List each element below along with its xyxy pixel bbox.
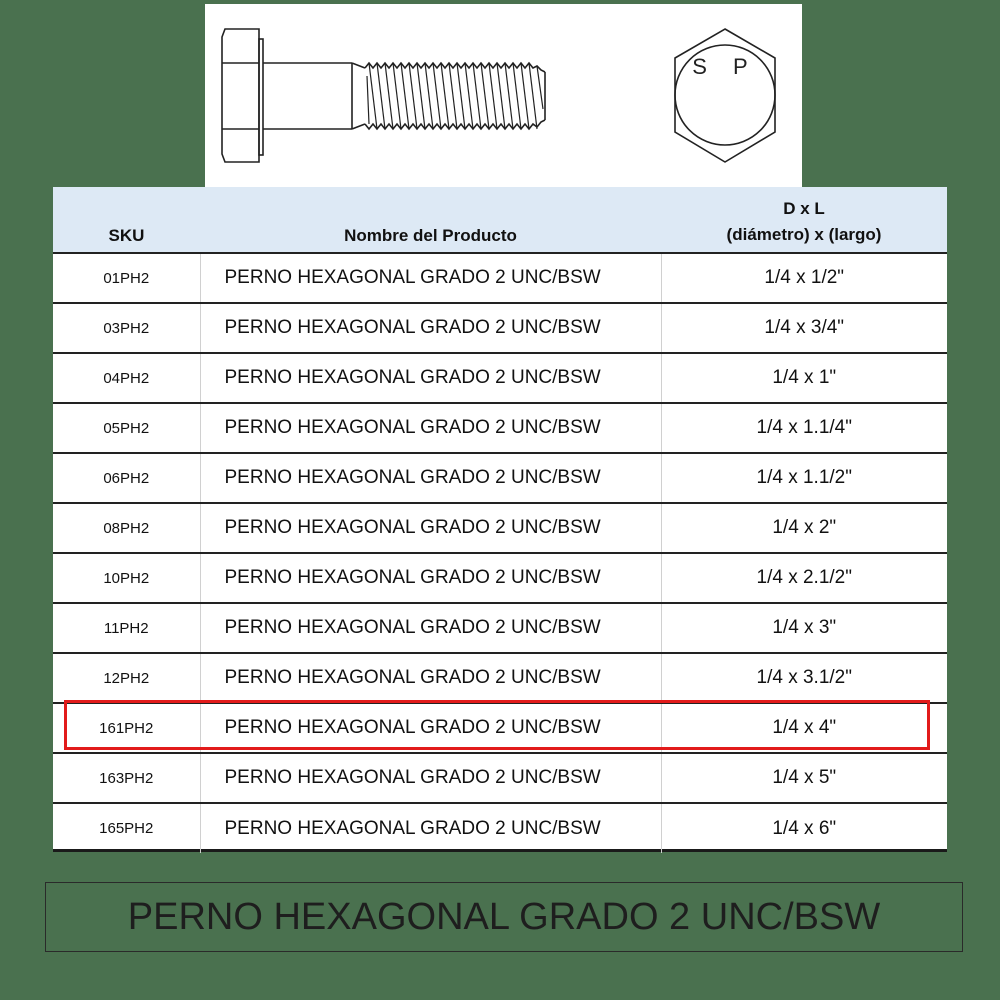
bolt-drawing	[205, 4, 802, 187]
product-caption: PERNO HEXAGONAL GRADO 2 UNC/BSW	[45, 882, 963, 952]
cell-dimensions: 1/4 x 3/4"	[661, 303, 947, 353]
cell-product-name: PERNO HEXAGONAL GRADO 2 UNC/BSW	[200, 653, 661, 703]
table-row	[53, 453, 947, 503]
table-row	[53, 503, 947, 553]
cell-product-name: PERNO HEXAGONAL GRADO 2 UNC/BSW	[200, 603, 661, 653]
hex-bolt-icon	[205, 4, 802, 187]
cell-product-name: PERNO HEXAGONAL GRADO 2 UNC/BSW	[200, 803, 661, 853]
cell-sku: 04PH2	[53, 353, 200, 403]
cell-dimensions: 1/4 x 1.1/4"	[661, 403, 947, 453]
cell-sku: 165PH2	[53, 803, 200, 853]
svg-text:S P: S P	[692, 54, 758, 79]
table-row	[53, 603, 947, 653]
table-header-row	[53, 187, 947, 253]
table-row	[53, 753, 947, 803]
cell-product-name: PERNO HEXAGONAL GRADO 2 UNC/BSW	[200, 253, 661, 303]
product-table	[53, 187, 947, 852]
table-row	[53, 553, 947, 603]
header-dimensions	[661, 187, 947, 253]
cell-dimensions: 1/4 x 1/2"	[661, 253, 947, 303]
cell-dimensions: 1/4 x 2"	[661, 503, 947, 553]
cell-sku: 06PH2	[53, 453, 200, 503]
cell-product-name: PERNO HEXAGONAL GRADO 2 UNC/BSW	[200, 353, 661, 403]
cell-dimensions: 1/4 x 1"	[661, 353, 947, 403]
cell-sku: 12PH2	[53, 653, 200, 703]
cell-sku: 10PH2	[53, 553, 200, 603]
table-row	[53, 253, 947, 303]
table-row	[53, 303, 947, 353]
cell-dimensions: 1/4 x 4"	[661, 703, 947, 753]
table-row	[53, 803, 947, 853]
cell-sku: 11PH2	[53, 603, 200, 653]
cell-sku: 163PH2	[53, 753, 200, 803]
cell-dimensions: 1/4 x 1.1/2"	[661, 453, 947, 503]
cell-sku: 161PH2	[53, 703, 200, 753]
cell-sku: 01PH2	[53, 253, 200, 303]
cell-product-name: PERNO HEXAGONAL GRADO 2 UNC/BSW	[200, 403, 661, 453]
cell-product-name: PERNO HEXAGONAL GRADO 2 UNC/BSW	[200, 503, 661, 553]
cell-dimensions: 1/4 x 2.1/2"	[661, 553, 947, 603]
cell-dimensions: 1/4 x 5"	[661, 753, 947, 803]
cell-product-name: PERNO HEXAGONAL GRADO 2 UNC/BSW	[200, 553, 661, 603]
cell-product-name: PERNO HEXAGONAL GRADO 2 UNC/BSW	[200, 703, 661, 753]
header-dimensions-line2: (diámetro) x (largo)	[726, 225, 882, 244]
cell-dimensions: 1/4 x 3.1/2"	[661, 653, 947, 703]
cell-sku: 05PH2	[53, 403, 200, 453]
cell-product-name: PERNO HEXAGONAL GRADO 2 UNC/BSW	[200, 753, 661, 803]
cell-dimensions: 1/4 x 3"	[661, 603, 947, 653]
header-sku: SKU	[53, 187, 200, 253]
table-row	[53, 403, 947, 453]
table-row	[53, 653, 947, 703]
cell-sku: 08PH2	[53, 503, 200, 553]
table-row	[53, 353, 947, 403]
table-row	[53, 703, 947, 753]
cell-sku: 03PH2	[53, 303, 200, 353]
cell-product-name: PERNO HEXAGONAL GRADO 2 UNC/BSW	[200, 303, 661, 353]
cell-dimensions: 1/4 x 6"	[772, 817, 837, 839]
header-dimensions-line1: D x L	[783, 199, 825, 218]
header-product-name: Nombre del Producto	[200, 187, 661, 253]
cell-product-name: PERNO HEXAGONAL GRADO 2 UNC/BSW	[200, 453, 661, 503]
